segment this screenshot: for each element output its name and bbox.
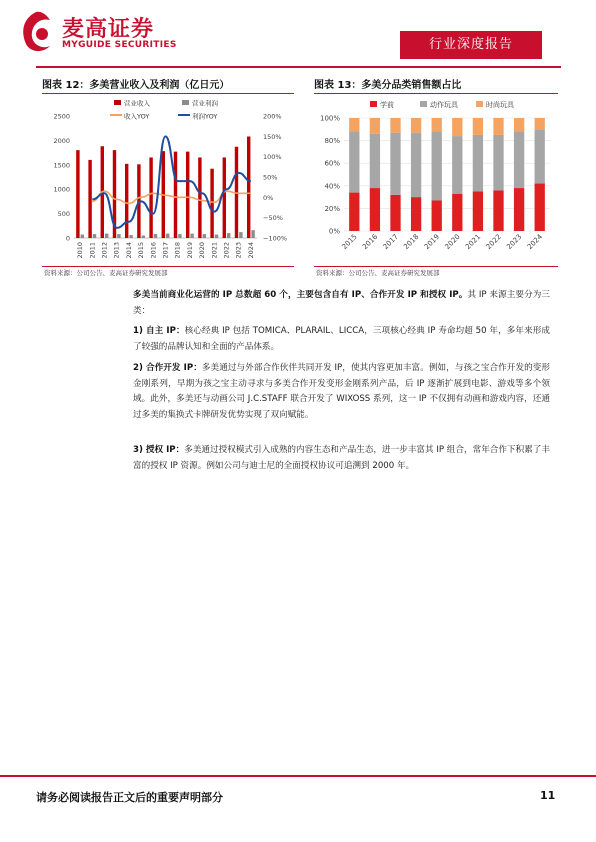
revenue-bar	[247, 136, 250, 238]
y-right-tick-label: 0%	[263, 193, 274, 202]
brand-logo-icon	[16, 10, 56, 54]
legend-label-0: 学前	[380, 101, 394, 109]
x-tick-label: 2016	[361, 232, 380, 252]
revenue-bar	[149, 157, 152, 238]
figure-13-title-rule	[314, 93, 558, 94]
stacked-bar-segment-2	[432, 118, 442, 132]
footer-disclaimer: 请务必阅读报告正文后的重要声明部分	[36, 791, 223, 804]
brand-name-cn: 麦高证券	[62, 17, 155, 42]
profit-bar	[154, 234, 157, 238]
own-ip-label: 1) 自主 IP：	[133, 326, 185, 336]
x-tick-label: 2018	[402, 232, 421, 252]
y-left-tick-label: 1000	[53, 185, 70, 194]
x-tick-label: 2020	[443, 232, 462, 252]
x-tick-label: 2019	[185, 242, 194, 259]
y-left-tick-label: 500	[57, 210, 70, 219]
legend-swatch-2	[476, 101, 483, 107]
x-tick-label: 2023	[505, 232, 524, 252]
profit-bar	[81, 235, 84, 238]
y-tick-label: 80%	[324, 137, 340, 146]
stacked-bar-segment-1	[514, 132, 524, 189]
figure-12-source-rule	[42, 266, 294, 267]
x-tick-label: 2023	[234, 242, 243, 259]
revenue-profit-chart	[42, 96, 296, 266]
y-left-tick-label: 0	[65, 234, 70, 243]
stacked-bar-segment-0	[452, 194, 462, 231]
stacked-bar-segment-1	[432, 132, 442, 201]
y-right-tick-label: −100%	[263, 234, 288, 243]
legend-swatch-0	[370, 101, 377, 107]
figure-13-title: 图表 13：多美分品类销售额占比	[314, 80, 462, 91]
licensed-ip-label: 3) 授权 IP：	[133, 445, 185, 455]
licensed-ip-text: 多美通过授权模式引入成熟的内容生态和产品生态，进一步丰富其 IP 组合，常年合作下积累了丰富的授权 IP 资源。例如公司与迪士尼的全面授权协议可追溯到 2000 年。	[133, 445, 551, 471]
intro-bold: 多美当前商业化运营的 IP 总数超 60 个，主要包含自有 IP、合作开发 IP 和授权 IP。	[133, 290, 468, 300]
y-tick-label: 100%	[319, 114, 340, 123]
legend-label-0: 营业收入	[124, 99, 150, 108]
figure-13-source: 资料来源：公司公告、麦高证券研究发展部	[316, 269, 440, 277]
y-left-tick-label: 2000	[53, 136, 70, 145]
revenue-bar	[174, 152, 177, 238]
paragraph-own-ip	[133, 324, 550, 355]
profit-bar	[105, 234, 108, 238]
intro-paragraph	[133, 288, 550, 319]
header-divider	[36, 66, 561, 68]
stacked-bar-segment-2	[390, 118, 400, 133]
profit-bar	[190, 234, 193, 238]
figure-13-source-rule	[314, 266, 558, 267]
revenue-bar	[88, 160, 91, 238]
revenue-bar	[198, 157, 201, 238]
legend-swatch-1	[420, 101, 427, 107]
x-tick-label: 2021	[464, 232, 483, 252]
stacked-bar-segment-0	[514, 188, 524, 231]
x-tick-label: 2015	[340, 232, 359, 252]
legend-swatch-1	[182, 100, 189, 105]
x-tick-label: 2024	[525, 232, 545, 252]
x-tick-label: 2024	[246, 242, 255, 259]
x-tick-label: 2011	[88, 242, 97, 259]
stacked-bar-segment-1	[493, 135, 503, 190]
x-tick-label: 2019	[422, 232, 442, 252]
x-tick-label: 2016	[149, 242, 158, 259]
stacked-bar-segment-1	[349, 132, 359, 193]
x-tick-label: 2022	[484, 232, 503, 252]
x-tick-label: 2012	[100, 242, 109, 259]
profit-bar	[215, 235, 218, 238]
y-tick-label: 20%	[324, 204, 340, 213]
y-right-tick-label: 150%	[263, 132, 282, 141]
stacked-bar-segment-0	[432, 200, 442, 231]
legend-label-1: 动作玩具	[430, 101, 458, 109]
x-tick-label: 2022	[222, 242, 231, 259]
x-tick-label: 2018	[173, 242, 182, 259]
revenue-bar	[76, 150, 79, 238]
intro-rest: 其 IP 来源主要分为三类：	[133, 290, 550, 316]
report-type-tag: 行业深度报告	[400, 31, 542, 59]
x-tick-label: 2010	[76, 242, 85, 259]
stacked-bar-segment-2	[452, 118, 462, 136]
stacked-bar-segment-2	[493, 118, 503, 135]
legend-label-3: 利润YOY	[192, 112, 218, 121]
y-right-tick-label: −50%	[263, 214, 283, 223]
profit-bar	[239, 232, 242, 238]
figure-12-title-rule	[42, 93, 294, 94]
legend-label-2: 收入YOY	[124, 112, 150, 121]
stacked-bar-segment-0	[349, 193, 359, 231]
x-tick-label: 2020	[198, 242, 207, 259]
figure-12-title: 图表 12：多美营业收入及利润（亿日元）	[42, 80, 230, 91]
y-left-tick-label: 1500	[53, 161, 70, 170]
legend-swatch-0	[114, 100, 121, 105]
x-tick-label: 2017	[381, 232, 400, 252]
stacked-bar-segment-1	[535, 129, 545, 183]
stacked-bar-segment-2	[411, 118, 421, 133]
x-tick-label: 2021	[210, 242, 219, 259]
figure-12-source: 资料来源：公司公告、麦高证券研究发展部	[44, 269, 168, 277]
stacked-bar-segment-0	[370, 188, 380, 231]
paragraph-licensed-ip	[133, 443, 550, 474]
stacked-bar-segment-2	[370, 118, 380, 134]
x-tick-label: 2013	[112, 242, 121, 259]
y-left-tick-label: 2500	[53, 112, 70, 121]
stacked-bar-segment-0	[493, 190, 503, 231]
stacked-bar-segment-2	[514, 118, 524, 132]
own-ip-text: 核心经典 IP 包括 TOMICA、PLARAIL、LICCA，三项核心经典 IP 寿命均超 50 年，多年来形成了较强的品牌认知和全面的产品体系。	[133, 326, 551, 352]
paragraph-co-dev-ip	[133, 361, 550, 423]
revenue-bar	[210, 169, 213, 238]
stacked-bar-segment-2	[473, 118, 483, 135]
footer-divider	[0, 775, 596, 777]
stacked-bar-segment-0	[390, 195, 400, 231]
revenue-bar	[125, 164, 128, 238]
stacked-bar-segment-0	[411, 197, 421, 231]
profit-bar	[203, 234, 206, 238]
profit-bar	[227, 233, 230, 238]
legend-label-2: 时尚玩具	[486, 101, 514, 109]
stacked-bar-segment-0	[535, 184, 545, 231]
stacked-bar-segment-2	[535, 118, 545, 129]
co-dev-ip-text: 多美通过与外部合作伙伴共同开发 IP，使其内容更加丰富。例如，与孩之宝合作开发的变形金刚系列，早期为孩之宝主动寻求与多美合作开发变形金刚系列产品，后 IP 逐渐扩展到电影、游戏等多个领域。此外，多美还与动画公司 J.C.STAFF 联合开发了 WIXOSS 系列，这一 IP 不仅拥有动画和游戏内容，还通过多美的集换式卡牌研发优势实现了双向赋能。	[133, 363, 551, 420]
revenue-bar	[223, 157, 226, 238]
co-dev-ip-label: 2) 合作开发 IP：	[133, 363, 202, 373]
profit-bar	[251, 230, 254, 238]
y-tick-label: 60%	[324, 159, 340, 168]
y-right-tick-label: 200%	[263, 112, 282, 121]
stacked-bar-segment-0	[473, 191, 483, 231]
revenue-bar	[186, 152, 189, 238]
profit-bar	[142, 236, 145, 238]
stacked-bar-segment-1	[390, 133, 400, 195]
profit-bar	[93, 234, 96, 238]
stacked-bar-segment-1	[452, 136, 462, 194]
stacked-bar-segment-1	[411, 133, 421, 197]
y-tick-label: 40%	[324, 182, 340, 191]
y-right-tick-label: 100%	[263, 153, 282, 162]
x-tick-label: 2015	[137, 242, 146, 259]
profit-bar	[166, 234, 169, 238]
brand-name-en: MYGUIDE SECURITIES	[62, 40, 177, 50]
x-tick-label: 2017	[161, 242, 170, 259]
y-right-tick-label: 50%	[263, 173, 278, 182]
y-tick-label: 0%	[328, 227, 340, 236]
profit-bar	[117, 234, 120, 238]
x-tick-label: 2014	[124, 242, 133, 259]
profit-bar	[129, 235, 132, 238]
page-number: 11	[540, 789, 556, 802]
stacked-bar-segment-1	[473, 135, 483, 192]
category-share-chart	[314, 96, 558, 266]
profit-bar	[178, 234, 181, 238]
stacked-bar-segment-1	[370, 134, 380, 188]
page-header	[0, 0, 596, 70]
stacked-bar-segment-2	[349, 118, 359, 132]
legend-label-1: 营业利润	[192, 99, 218, 108]
